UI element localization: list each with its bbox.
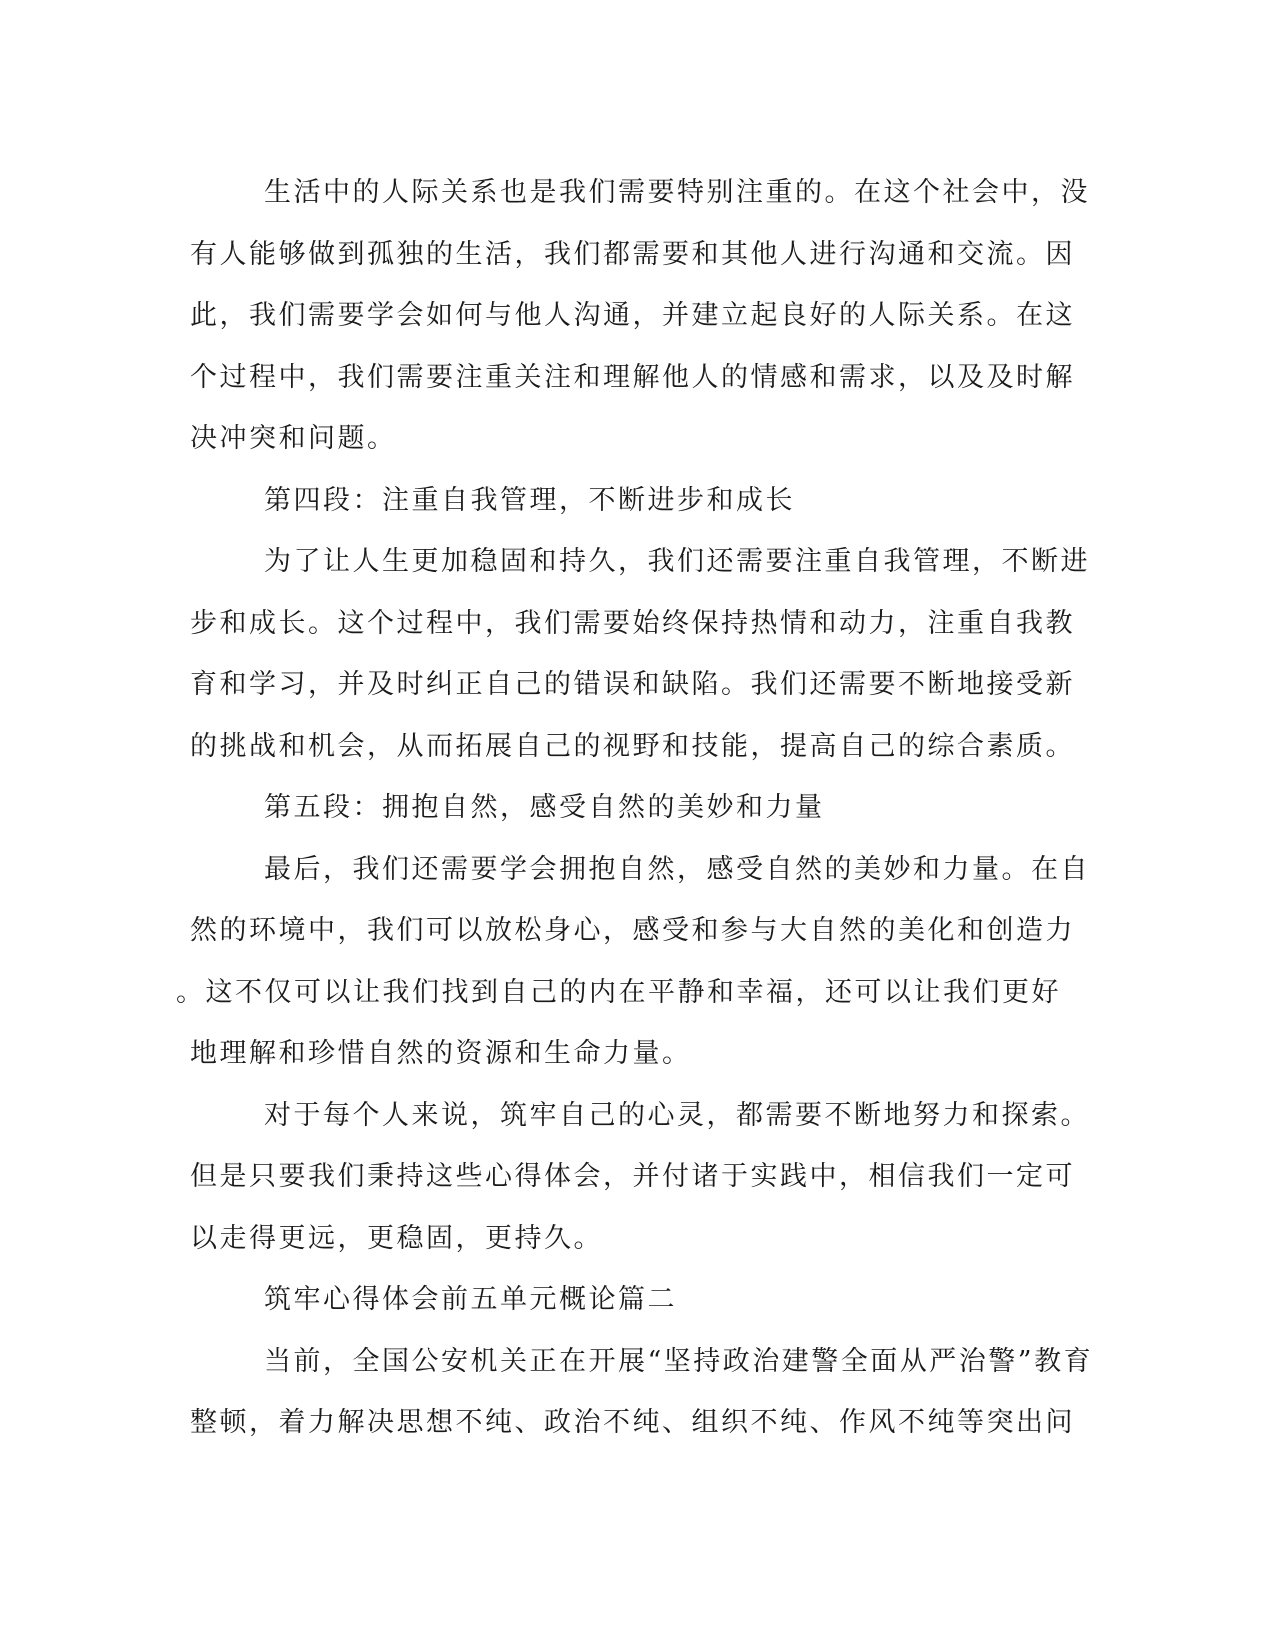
paragraph-line: 对于每个人来说，筑牢自己的心灵，都需要不断地努力和探索。: [264, 1099, 1090, 1131]
paragraph-line: 育和学习，并及时纠正自己的错误和缺陷。我们还需要不断地接受新: [190, 669, 1075, 700]
section-heading: 筑牢心得体会前五单元概论篇二: [264, 1284, 677, 1315]
paragraph-line: 的挑战和机会，从而拓展自己的视野和技能，提高自己的综合素质。: [190, 730, 1075, 762]
paragraph-line: 然的环境中，我们可以放松身心，感受和参与大自然的美化和创造力: [190, 915, 1075, 946]
paragraph-line: 此，我们需要学会如何与他人沟通，并建立起良好的人际关系。在这: [190, 300, 1075, 331]
paragraph-line: 整顿，着力解决思想不纯、政治不纯、组织不纯、作风不纯等突出问: [190, 1407, 1075, 1438]
paragraph-line: 当前，全国公安机关正在开展“坚持政治建警全面从严治警”教育: [264, 1345, 1094, 1377]
paragraph-line: 有人能够做到孤独的生活，我们都需要和其他人进行沟通和交流。因: [190, 238, 1075, 270]
paragraph-line: 但是只要我们秉持这些心得体会，并付诸于实践中，相信我们一定可: [190, 1161, 1075, 1192]
paragraph-line: 为了让人生更加稳固和持久，我们还需要注重自我管理，不断进: [264, 546, 1090, 577]
document-body: [176, 162, 1094, 1454]
section-heading: 第五段：拥抱自然，感受自然的美妙和力量: [264, 792, 825, 823]
section-heading: 第四段：注重自我管理，不断进步和成长: [264, 484, 795, 516]
paragraph-line: 最后，我们还需要学会拥抱自然，感受自然的美妙和力量。在自: [264, 853, 1090, 885]
paragraph-line: 个过程中，我们需要注重关注和理解他人的情感和需求，以及及时解: [190, 361, 1075, 393]
paragraph-line: 。这不仅可以让我们找到自己的内在平静和幸福，还可以让我们更好: [176, 976, 1061, 1008]
paragraph-line: 以走得更远，更稳固，更持久。: [190, 1222, 603, 1254]
paragraph-line: 步和成长。这个过程中，我们需要始终保持热情和动力，注重自我教: [190, 607, 1075, 639]
paragraph-line: 生活中的人际关系也是我们需要特别注重的。在这个社会中，没: [264, 177, 1090, 208]
paragraph-line: 决冲突和问题。: [190, 423, 397, 454]
paragraph-line: 地理解和珍惜自然的资源和生命力量。: [190, 1038, 692, 1069]
